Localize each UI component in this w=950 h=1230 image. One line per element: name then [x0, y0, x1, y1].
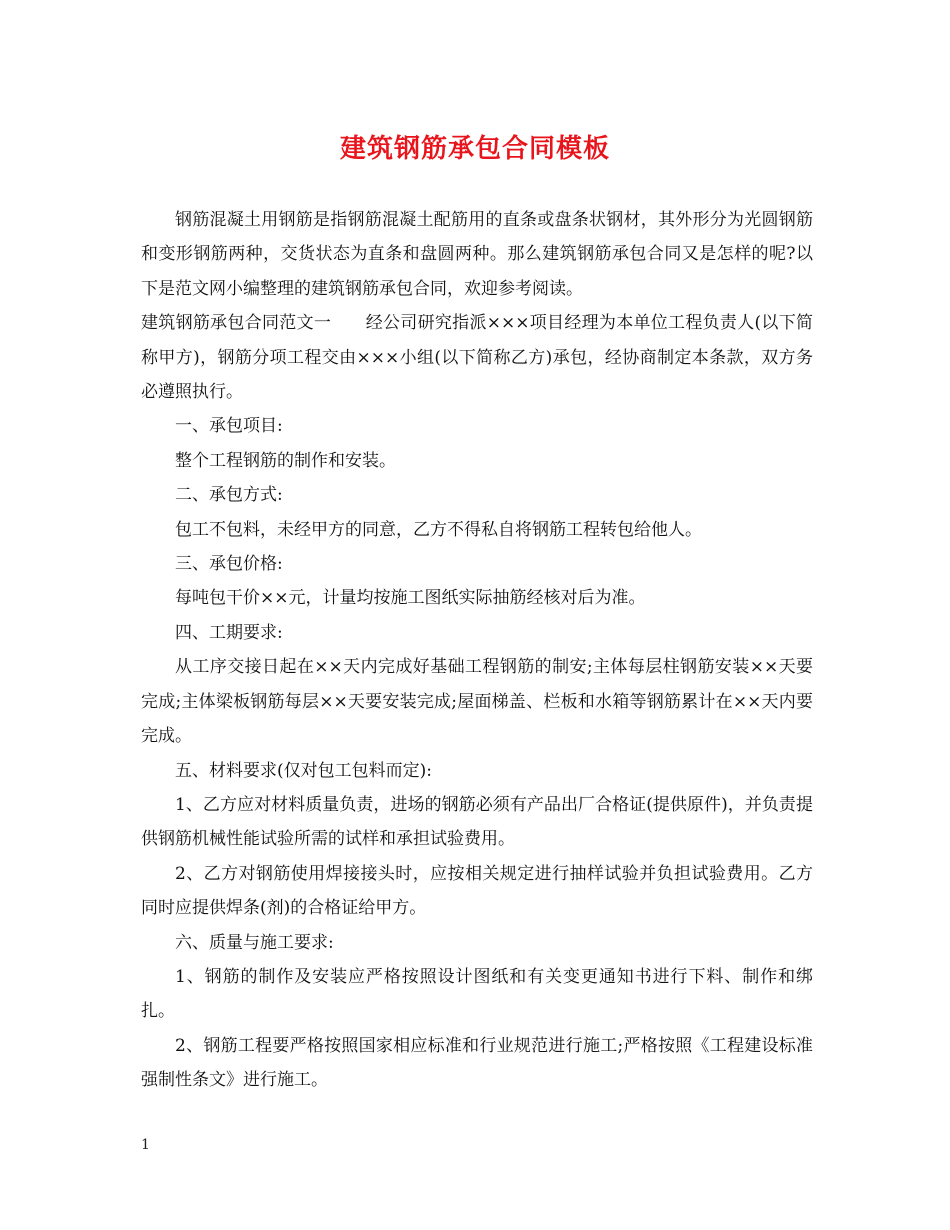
section-heading: 五、材料要求(仅对包工包料而定): — [175, 760, 432, 781]
paragraph: 建筑钢筋承包合同范文一 经公司研究指派×××项目经理为本单位工程负责人(以下简称甲方)，钢筋分项工程交由×××小组(以下简称乙方)承包，经协商制定本条款，双方务必遵照执行。 — [141, 313, 813, 403]
paragraph: 1、乙方应对材料质量负责，进场的钢筋必须有产品出厂合格证(提供原件)，并负责提供钢筋机械性能试验所需的试样和承担试验费用。 — [141, 794, 813, 850]
document-body — [141, 203, 813, 1098]
section-heading: 四、工期要求: — [175, 622, 283, 643]
section-heading: 三、承包价格: — [175, 554, 283, 575]
paragraph: 2、钢筋工程要严格按照国家相应标准和行业规范进行施工;严格按照《工程建设标准强制性条文》进行施工。 — [141, 1035, 813, 1091]
section-heading: 二、承包方式: — [175, 485, 283, 506]
paragraph: 每吨包干价××元，计量均按施工图纸实际抽筋经核对后为准。 — [175, 588, 646, 609]
section-heading: 一、承包项目: — [175, 416, 283, 437]
document-title: 建筑钢筋承包合同模板 — [339, 134, 610, 164]
paragraph: 1、钢筋的制作及安装应严格按照设计图纸和有关变更通知书进行下料、制作和绑扎。 — [141, 966, 813, 1022]
paragraph: 钢筋混凝土用钢筋是指钢筋混凝土配筋用的直条或盘条状钢材，其外形分为光圆钢筋和变形钢筋两种，交货状态为直条和盘圆两种。那么建筑钢筋承包合同又是怎样的呢?以下是范文网小编整理的建筑钢筋承包合同，欢迎参考阅读。 — [141, 210, 813, 299]
paragraph: 整个工程钢筋的制作和安装。 — [175, 450, 396, 471]
paragraph: 2、乙方对钢筋使用焊接接头时，应按相关规定进行抽样试验并负担试验费用。乙方同时应提供焊条(剂)的合格证给甲方。 — [141, 863, 813, 919]
paragraph: 从工序交接日起在××天内完成好基础工程钢筋的制安;主体每层柱钢筋安装××天要完成;主体梁板钢筋每层××天要安装完成;屋面梯盖、栏板和水箱等钢筋累计在××天内要完成。 — [141, 657, 813, 747]
section-heading: 六、质量与施工要求: — [175, 932, 334, 953]
paragraph: 包工不包料，未经甲方的同意，乙方不得私自将钢筋工程转包给他人。 — [175, 519, 702, 540]
page-number: 1 — [141, 1137, 150, 1153]
